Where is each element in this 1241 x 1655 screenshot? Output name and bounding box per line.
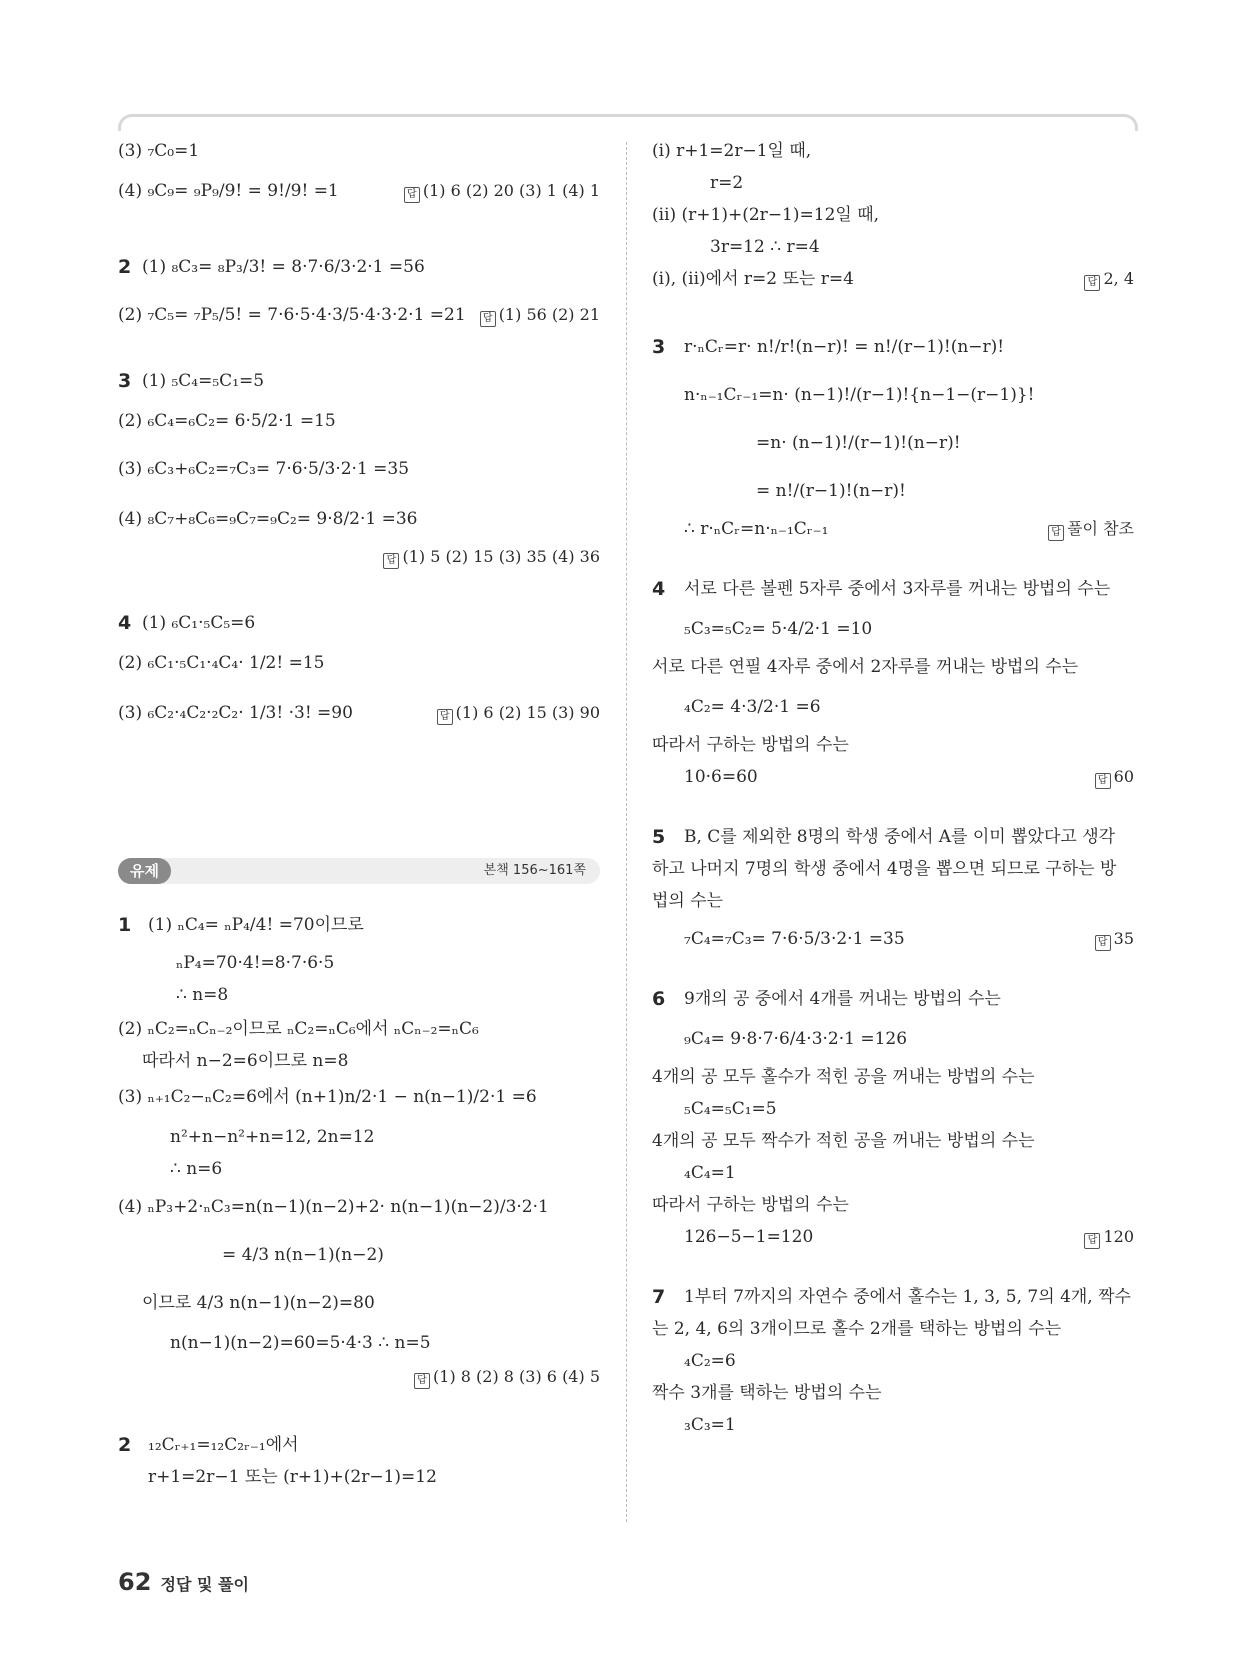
page-label: 정답 및 풀이 bbox=[160, 1575, 249, 1594]
page-footer bbox=[118, 1568, 249, 1596]
text-line: (2) ₆C₁·₅C₁·₄C₄· 1/2! =15 bbox=[118, 653, 325, 673]
text-line: 서로 다른 볼펜 5자루 중에서 3자루를 꺼내는 방법의 수는 bbox=[684, 579, 1111, 599]
text-line: r+1=2r−1 또는 (r+1)+(2r−1)=12 bbox=[148, 1467, 437, 1487]
answer-r4: 답 60 bbox=[1095, 766, 1134, 789]
problem-number: 2 bbox=[118, 1434, 132, 1456]
text-line: (3) ₆C₂·₄C₂·₂C₂· 1/3! ·3! =90 bbox=[118, 703, 353, 723]
answer-mark-icon: 답 bbox=[1084, 275, 1100, 291]
text-line: 하고 나머지 7명의 학생 중에서 4명을 뽑으면 되므로 구하는 방 bbox=[652, 859, 1117, 879]
page-number: 62 bbox=[118, 1568, 152, 1596]
text-line: (3) ₇C₀=1 bbox=[118, 141, 200, 161]
text-line: = n!/(r−1)!(n−r)! bbox=[756, 481, 906, 501]
text-line: 는 2, 4, 6의 3개이므로 홀수 2개를 택하는 방법의 수는 bbox=[652, 1319, 1062, 1339]
text-line: 9개의 공 중에서 4개를 꺼내는 방법의 수는 bbox=[684, 989, 1001, 1009]
text-line: ∴ r·ₙCᵣ=n·ₙ₋₁Cᵣ₋₁ bbox=[684, 519, 829, 539]
text-line: (2) ₆C₄=₆C₂= 6·5/2·1 =15 bbox=[118, 411, 336, 431]
text-line: ₃C₃=1 bbox=[684, 1415, 736, 1435]
section-label: 유제 bbox=[118, 858, 171, 884]
text-line: 따라서 n−2=6이므로 n=8 bbox=[142, 1051, 349, 1071]
problem-number: 2 bbox=[118, 256, 132, 278]
answer-y1: 답 (1) 8 (2) 8 (3) 6 (4) 5 bbox=[414, 1366, 600, 1389]
text-line: ₅C₄=₅C₁=5 bbox=[684, 1099, 777, 1119]
text-line: 4개의 공 모두 짝수가 적힌 공을 꺼내는 방법의 수는 bbox=[652, 1131, 1035, 1151]
text-line: r=2 bbox=[710, 173, 744, 193]
answer-mark-icon: 답 bbox=[1048, 525, 1064, 541]
answer-mark-icon: 답 bbox=[1095, 935, 1111, 951]
text-line: 4개의 공 모두 홀수가 적힌 공을 꺼내는 방법의 수는 bbox=[652, 1067, 1035, 1087]
text-line: (ii) (r+1)+(2r−1)=12일 때, bbox=[652, 205, 880, 225]
text-line: = 4/3 n(n−1)(n−2) bbox=[222, 1245, 384, 1265]
text-line: r·ₙCᵣ=r· n!/r!(n−r)! = n!/(r−1)!(n−r)! bbox=[684, 337, 1005, 357]
text-line: (1) ₅C₄=₅C₁=5 bbox=[142, 371, 265, 391]
section-reference: 본책 156~161쪽 bbox=[483, 863, 586, 878]
answer-mark-icon: 답 bbox=[1084, 1233, 1100, 1249]
text-line: 서로 다른 연필 4자루 중에서 2자루를 꺼내는 방법의 수는 bbox=[652, 657, 1079, 677]
problem-number: 6 bbox=[652, 988, 666, 1010]
header-rule bbox=[118, 114, 1138, 131]
text-line: n(n−1)(n−2)=60=5·4·3 ∴ n=5 bbox=[170, 1333, 431, 1353]
text-line: ₉C₄= 9·8·7·6/4·3·2·1 =126 bbox=[684, 1029, 908, 1049]
text-line: ₇C₄=₇C₃= 7·6·5/3·2·1 =35 bbox=[684, 929, 905, 949]
text-line: ₄C₄=1 bbox=[684, 1163, 736, 1183]
text-line: (3) ₆C₃+₆C₂=₇C₃= 7·6·5/3·2·1 =35 bbox=[118, 459, 410, 479]
text-line: (i) r+1=2r−1일 때, bbox=[652, 141, 812, 161]
text-line: (1) ₈C₃= ₈P₃/3! = 8·7·6/3·2·1 =56 bbox=[142, 257, 425, 277]
answer-p2: 답 (1) 56 (2) 21 bbox=[480, 304, 600, 327]
answer-c1: 답 2, 4 bbox=[1084, 268, 1134, 291]
column-divider bbox=[626, 142, 627, 1522]
text-line: (4) ₈C₇+₈C₆=₉C₇=₉C₂= 9·8/2·1 =36 bbox=[118, 509, 418, 529]
text-line: (2) ₙC₂=ₙCₙ₋₂이므로 ₙC₂=ₙC₆에서 ₙCₙ₋₂=ₙC₆ bbox=[118, 1019, 479, 1039]
text-line: 짝수 3개를 택하는 방법의 수는 bbox=[652, 1383, 882, 1403]
problem-number: 1 bbox=[118, 914, 132, 936]
answer-mark-icon: 답 bbox=[414, 1373, 430, 1389]
text-line: =n· (n−1)!/(r−1)!(n−r)! bbox=[756, 433, 961, 453]
problem-number: 5 bbox=[652, 826, 666, 848]
answer-mark-icon: 답 bbox=[1095, 773, 1111, 789]
answer-p4: 답 (1) 6 (2) 15 (3) 90 bbox=[437, 702, 600, 725]
text-line: ₄C₂=6 bbox=[684, 1351, 736, 1371]
text-line: 법의 수는 bbox=[652, 891, 724, 911]
text-line: ∴ n=6 bbox=[170, 1159, 223, 1179]
text-line: (4) ₙP₃+2·ₙC₃=n(n−1)(n−2)+2· n(n−1)(n−2)/3·2·1 bbox=[118, 1197, 549, 1217]
answer-p1: 답 (1) 6 (2) 20 (3) 1 (4) 1 bbox=[404, 180, 600, 203]
text-line: 따라서 구하는 방법의 수는 bbox=[652, 735, 849, 755]
text-line: ₁₂Cᵣ₊₁=₁₂C₂ᵣ₋₁에서 bbox=[148, 1435, 299, 1455]
text-line: 이므로 4/3 n(n−1)(n−2)=80 bbox=[142, 1293, 375, 1313]
answer-r6: 답 120 bbox=[1084, 1226, 1134, 1249]
answer-mark-icon: 답 bbox=[404, 187, 420, 203]
text-line: (4) ₉C₉= ₉P₉/9! = 9!/9! =1 bbox=[118, 181, 339, 201]
text-line: ₅C₃=₅C₂= 5·4/2·1 =10 bbox=[684, 619, 873, 639]
text-line: 따라서 구하는 방법의 수는 bbox=[652, 1195, 849, 1215]
answer-mark-icon: 답 bbox=[383, 553, 399, 569]
text-line: (1) ₙC₄= ₙP₄/4! =70이므로 bbox=[148, 915, 364, 935]
text-line: (3) ₙ₊₁C₂−ₙC₂=6에서 (n+1)n/2·1 − n(n−1)/2·1 =6 bbox=[118, 1087, 537, 1107]
text-line: n·ₙ₋₁Cᵣ₋₁=n· (n−1)!/(r−1)!{n−1−(r−1)}! bbox=[684, 385, 1035, 405]
answer-r3: 답 풀이 참조 bbox=[1048, 518, 1134, 541]
answer-mark-icon: 답 bbox=[437, 709, 453, 725]
text-line: 126−5−1=120 bbox=[684, 1227, 814, 1247]
text-line: 1부터 7까지의 자연수 중에서 홀수는 1, 3, 5, 7의 4개, 짝수 bbox=[684, 1287, 1131, 1307]
text-line: n²+n−n²+n=12, 2n=12 bbox=[170, 1127, 375, 1147]
text-line: 10·6=60 bbox=[684, 767, 758, 787]
problem-number: 7 bbox=[652, 1286, 666, 1308]
problem-number: 4 bbox=[652, 578, 666, 600]
text-line: ∴ n=8 bbox=[176, 985, 229, 1005]
section-bar bbox=[118, 858, 600, 884]
problem-number: 3 bbox=[652, 336, 666, 358]
text-line: ₙP₄=70·4!=8·7·6·5 bbox=[176, 953, 335, 973]
text-line: B, C를 제외한 8명의 학생 중에서 A를 이미 뽑았다고 생각 bbox=[684, 827, 1116, 847]
text-line: (1) ₆C₁·₅C₅=6 bbox=[142, 613, 256, 633]
text-line: 3r=12 ∴ r=4 bbox=[710, 237, 820, 257]
problem-number: 3 bbox=[118, 370, 132, 392]
answer-mark-icon: 답 bbox=[480, 311, 496, 327]
problem-number: 4 bbox=[118, 612, 132, 634]
text-line: (i), (ii)에서 r=2 또는 r=4 bbox=[652, 269, 854, 289]
answer-p3: 답 (1) 5 (2) 15 (3) 35 (4) 36 bbox=[383, 546, 600, 569]
text-line: ₄C₂= 4·3/2·1 =6 bbox=[684, 697, 821, 717]
answer-r5: 답 35 bbox=[1095, 928, 1134, 951]
text-line: (2) ₇C₅= ₇P₅/5! = 7·6·5·4·3/5·4·3·2·1 =21 bbox=[118, 305, 466, 325]
